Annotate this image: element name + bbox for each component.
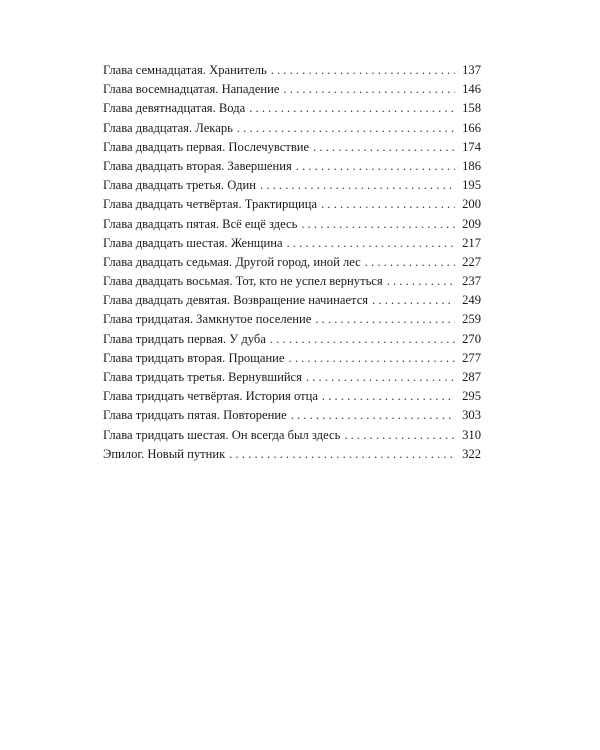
toc-entry bbox=[103, 406, 481, 425]
toc-dot-leader bbox=[306, 368, 455, 387]
toc-dot-leader bbox=[321, 195, 455, 214]
toc-dot-leader bbox=[249, 99, 455, 118]
toc-dot-leader bbox=[289, 349, 455, 368]
toc-entry bbox=[103, 234, 481, 253]
toc-dot-leader bbox=[291, 406, 455, 425]
toc-entry-page: 217 bbox=[462, 235, 481, 250]
toc-entry-page: 270 bbox=[462, 331, 481, 346]
toc-entry-title: Глава двадцать вторая. Завершения bbox=[103, 158, 292, 173]
toc-entry bbox=[103, 310, 481, 329]
toc-dot-leader bbox=[315, 310, 455, 329]
toc-entry-page: 237 bbox=[462, 274, 481, 289]
toc-dot-leader bbox=[260, 176, 455, 195]
toc-entry-title: Глава двадцать четвёртая. Трактирщица bbox=[103, 197, 318, 212]
toc-dot-leader bbox=[229, 445, 455, 464]
toc-entry-page: 146 bbox=[462, 82, 481, 97]
toc-entry bbox=[103, 445, 481, 464]
toc-entry-page: 200 bbox=[462, 197, 481, 212]
toc-dot-leader bbox=[270, 330, 455, 349]
toc-entry-title: Глава двадцатая. Лекарь bbox=[103, 120, 233, 135]
toc-dot-leader bbox=[237, 119, 455, 138]
toc-dot-leader bbox=[344, 426, 455, 445]
toc-entry-title: Глава восемнадцатая. Нападение bbox=[103, 82, 280, 97]
toc-entry bbox=[103, 119, 481, 138]
toc-entry bbox=[103, 253, 481, 272]
toc-entry-title: Глава тридцать третья. Вернувшийся bbox=[103, 370, 302, 384]
toc-dot-leader bbox=[287, 234, 455, 253]
toc-entry-page: 249 bbox=[462, 293, 481, 308]
toc-entry bbox=[103, 387, 481, 406]
toc-dot-leader bbox=[296, 157, 455, 176]
toc-entry-title: Глава двадцать первая. Послечувствие bbox=[103, 139, 310, 154]
toc-entry-page: 295 bbox=[462, 389, 481, 404]
toc-entry-page: 287 bbox=[462, 370, 481, 384]
toc-dot-leader bbox=[301, 215, 455, 234]
toc-entry-page: 195 bbox=[462, 178, 481, 193]
toc-dot-leader bbox=[313, 138, 455, 157]
toc-entry-title: Глава тридцать первая. У дуба bbox=[103, 331, 266, 346]
toc-entry-page: 259 bbox=[462, 312, 481, 327]
toc-entry-title: Глава девятнадцатая. Вода bbox=[103, 101, 246, 116]
toc-entry-page: 209 bbox=[462, 216, 481, 231]
toc-entry bbox=[103, 99, 481, 118]
toc-entry-title: Глава семнадцатая. Хранитель bbox=[103, 63, 267, 77]
toc-entry-title: Глава двадцать шестая. Женщина bbox=[103, 235, 283, 250]
toc-entry-page: 158 bbox=[462, 101, 481, 116]
toc-entry-title: Глава двадцать пятая. Всё ещё здесь bbox=[103, 216, 298, 231]
toc-entry-title: Глава тридцатая. Замкнутое поселение bbox=[103, 312, 312, 327]
toc-entry bbox=[103, 291, 481, 310]
toc-entry-page: 186 bbox=[462, 158, 481, 173]
toc-dot-leader bbox=[365, 253, 455, 272]
toc-dot-leader bbox=[387, 272, 455, 291]
toc-entry-page: 303 bbox=[462, 408, 481, 423]
toc-dot-leader bbox=[372, 291, 455, 310]
toc-entry-page: 137 bbox=[462, 63, 481, 77]
toc-entry bbox=[103, 157, 481, 176]
toc-entry-title: Глава тридцать вторая. Прощание bbox=[103, 350, 285, 365]
toc-dot-leader bbox=[284, 80, 456, 99]
toc-dot-leader bbox=[322, 387, 455, 406]
toc-entry-page: 310 bbox=[462, 427, 481, 442]
toc-entry-page: 322 bbox=[462, 446, 481, 461]
toc-entry bbox=[103, 80, 481, 99]
toc-entry bbox=[103, 330, 481, 349]
toc-entry bbox=[103, 272, 481, 291]
toc-entry bbox=[103, 349, 481, 368]
toc-entry bbox=[103, 195, 481, 214]
toc-entry bbox=[103, 215, 481, 234]
toc-entry-title: Эпилог. Новый путник bbox=[103, 446, 226, 461]
toc-entry-page: 166 bbox=[462, 120, 481, 135]
toc-dot-leader bbox=[271, 61, 455, 80]
toc-entry-page: 277 bbox=[462, 350, 481, 365]
toc-entry bbox=[103, 176, 481, 195]
toc-entry-page: 174 bbox=[462, 139, 481, 154]
toc-entry-title: Глава двадцать восьмая. Тот, кто не успел вернуться bbox=[103, 274, 383, 289]
toc-entry bbox=[103, 426, 481, 445]
toc-entry-title: Глава двадцать девятая. Возвращение начинается bbox=[103, 293, 369, 308]
toc-entry bbox=[103, 138, 481, 157]
toc-entry bbox=[103, 368, 481, 387]
toc-entry-title: Глава двадцать седьмая. Другой город, иной лес bbox=[103, 254, 361, 269]
toc-entry bbox=[103, 61, 481, 80]
toc-entry-title: Глава тридцать пятая. Повторение bbox=[103, 408, 287, 423]
toc-entry-page: 227 bbox=[462, 254, 481, 269]
table-of-contents bbox=[103, 61, 481, 464]
toc-entry-title: Глава тридцать шестая. Он всегда был здесь bbox=[103, 427, 341, 442]
toc-entry-title: Глава двадцать третья. Один bbox=[103, 178, 257, 193]
toc-entry-title: Глава тридцать четвёртая. История отца bbox=[103, 389, 318, 404]
